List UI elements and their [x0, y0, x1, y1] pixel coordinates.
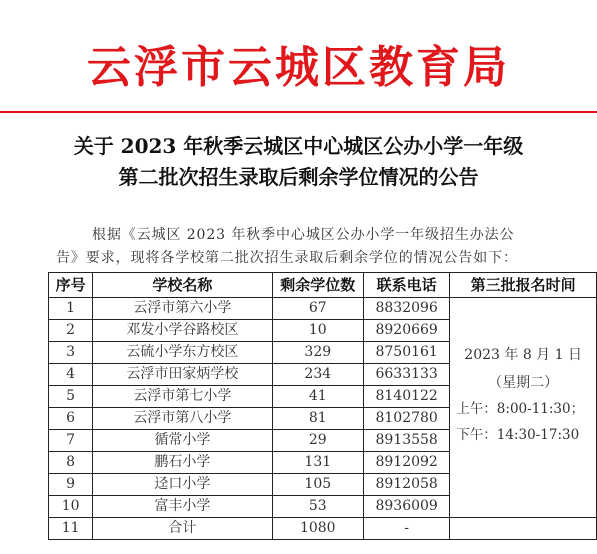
intro-paragraph-line-2: 告》要求，现将各学校第二批次招生录取后剩余学位的情况公告如下： — [56, 250, 518, 266]
remaining-seats-table — [48, 272, 597, 540]
table-row — [49, 298, 597, 320]
cell-school-name: 云浮市第八小学 — [93, 408, 272, 430]
cell-phone: 8920669 — [363, 320, 449, 342]
cell-index: 8 — [49, 452, 93, 474]
cell-remaining-seats: 234 — [272, 364, 363, 386]
cell-remaining-seats: 53 — [272, 496, 363, 518]
cell-phone: 8912092 — [363, 452, 449, 474]
schedule-morning: 上午：8:00-11:30； — [456, 401, 585, 417]
header-school-name: 学校名称 — [93, 273, 272, 298]
header-remaining-seats: 剩余学位数 — [272, 273, 363, 298]
cell-remaining-seats: 67 — [272, 298, 363, 320]
issuer-masthead: 云浮市云城区教育局 — [87, 42, 510, 93]
table-row — [49, 518, 597, 540]
cell-phone: 8102780 — [363, 408, 449, 430]
cell-index: 2 — [49, 320, 93, 342]
cell-remaining-seats: 29 — [272, 430, 363, 452]
cell-index: 1 — [49, 298, 93, 320]
cell-remaining-seats: 329 — [272, 342, 363, 364]
cell-third-round-schedule — [450, 298, 597, 518]
intro-paragraph-line-1: 根据《云城区 2023 年秋季中心城区公办小学一年级招生办法公 — [92, 227, 515, 243]
header-third-round-time: 第三批报名时间 — [450, 273, 597, 298]
cell-school-name: 富丰小学 — [93, 496, 272, 518]
cell-phone: 8912058 — [363, 474, 449, 496]
cell-school-name: 循常小学 — [93, 430, 272, 452]
schedule-afternoon: 下午：14:30-17:30 — [456, 427, 580, 443]
cell-remaining-seats: 131 — [272, 452, 363, 474]
cell-school-name: 云浮市田家炳学校 — [93, 364, 272, 386]
header-index: 序号 — [49, 273, 93, 298]
cell-index: 6 — [49, 408, 93, 430]
cell-phone: 8913558 — [363, 430, 449, 452]
cell-phone: 8832096 — [363, 298, 449, 320]
cell-index: 7 — [49, 430, 93, 452]
table-header-row — [49, 273, 597, 298]
cell-phone: 8140122 — [363, 386, 449, 408]
cell-phone: 6633133 — [363, 364, 449, 386]
notice-title-line-1: 关于 2023 年秋季云城区中心城区公办小学一年级 — [73, 134, 524, 158]
cell-phone: 8936009 — [363, 496, 449, 518]
cell-remaining-seats: 81 — [272, 408, 363, 430]
schedule-date: 2023 年 8 月 1 日 — [464, 347, 582, 363]
cell-index: 11 — [49, 518, 93, 540]
header-phone: 联系电话 — [363, 273, 449, 298]
cell-remaining-seats: 105 — [272, 474, 363, 496]
cell-remaining-seats: 1080 — [272, 518, 363, 540]
cell-index: 10 — [49, 496, 93, 518]
red-divider — [0, 111, 597, 113]
cell-school-name: 云硫小学东方校区 — [93, 342, 272, 364]
cell-school-name: 云浮市第六小学 — [93, 298, 272, 320]
notice-title-line-2: 第二批次招生录取后剩余学位情况的公告 — [118, 165, 479, 189]
schedule-weekday: （星期二） — [488, 375, 559, 391]
cell-index: 9 — [49, 474, 93, 496]
cell-total-empty — [450, 518, 597, 540]
cell-school-name: 云浮市第七小学 — [93, 386, 272, 408]
cell-phone: 8750161 — [363, 342, 449, 364]
cell-index: 3 — [49, 342, 93, 364]
cell-phone: - — [363, 518, 449, 540]
cell-index: 4 — [49, 364, 93, 386]
cell-school-name: 合计 — [93, 518, 272, 540]
cell-school-name: 迳口小学 — [93, 474, 272, 496]
cell-school-name: 鹏石小学 — [93, 452, 272, 474]
cell-remaining-seats: 41 — [272, 386, 363, 408]
cell-school-name: 邓发小学谷路校区 — [93, 320, 272, 342]
cell-remaining-seats: 10 — [272, 320, 363, 342]
cell-index: 5 — [49, 386, 93, 408]
